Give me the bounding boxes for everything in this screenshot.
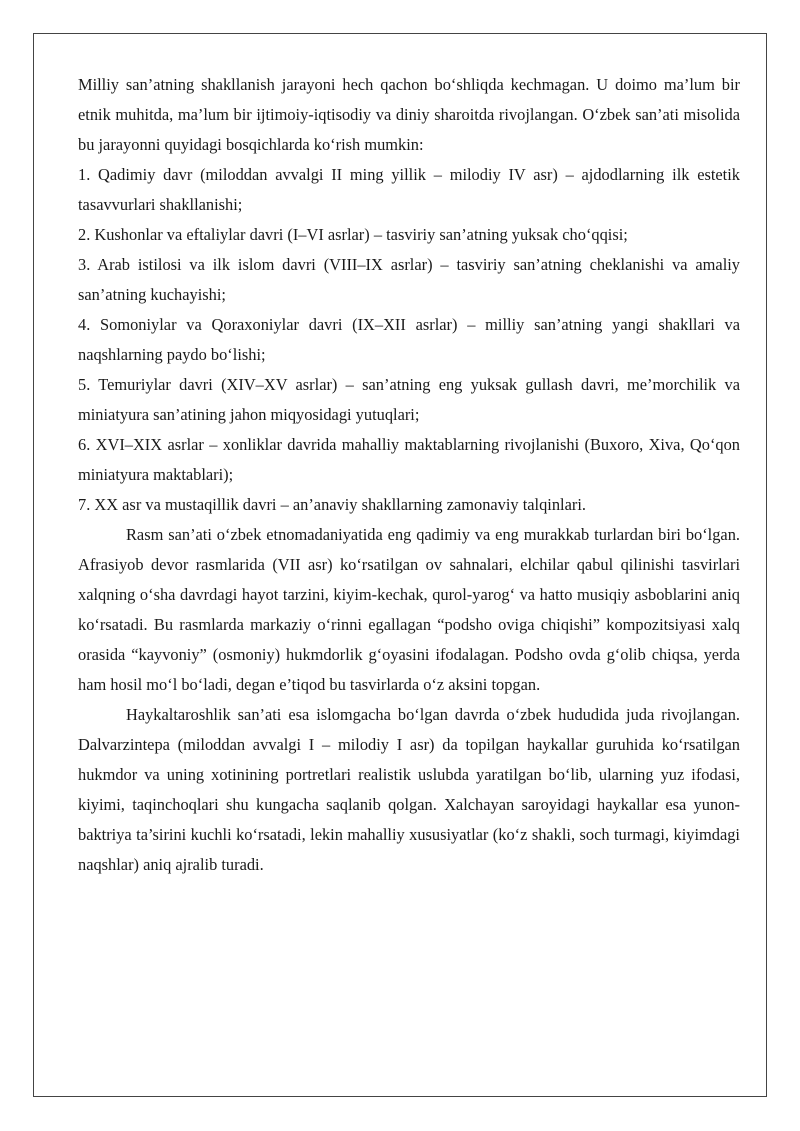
list-item-2: 2. Kushonlar va eftaliylar davri (I–VI asrlar) – tasviriy san’atning yuksak cho‘qqisi;	[78, 225, 628, 244]
sculpture-paragraph: Haykaltaroshlik san’ati esa islomgacha bo‘lgan davrda o‘zbek hududida juda rivojlangan. Dalvarzintepa (miloddan avvalgi I – milodiy I asr) da topilgan haykallar guruhida ko‘rsatilgan hukmdor va uning xotinining portretlari realistik uslubda yaratilgan bo‘lib, ularning yuz ifodasi, kiyimi, taqinchoqlari shu kungacha saqlanib qolgan. Xalchayan saroyidagi haykallar esa yunon-baktriya ta’sirini kuchli ko‘rsatadi, lekin mahalliy xususiyatlar (ko‘z shakli, soch turmagi, kiyimdagi naqshlar) aniq ajralib turadi.	[78, 705, 740, 874]
intro-paragraph: Milliy san’atning shakllanish jarayoni hech qachon bo‘shliqda kechmagan. U doimo ma’lum bir etnik muhitda, ma’lum bir ijtimoiy-iqtisodiy va diniy sharoitda rivojlangan. O‘zbek san’ati misolida bu jarayonni quyidagi bosqichlarda ko‘rish mumkin:	[78, 75, 740, 154]
list-item-4: 4. Somoniylar va Qoraxoniylar davri (IX–XII asrlar) – milliy san’atning yangi shakllari va naqshlarning paydo bo‘lishi;	[78, 315, 740, 364]
list-item-5: 5. Temuriylar davri (XIV–XV asrlar) – san’atning eng yuksak gullash davri, me’morchilik va miniatyura san’atining jahon miqyosidagi yutuqlari;	[78, 375, 740, 424]
document-body	[78, 70, 740, 880]
list-item-3: 3. Arab istilosi va ilk islom davri (VIII–IX asrlar) – tasviriy san’atning cheklanishi va amaliy san’atning kuchayishi;	[78, 255, 740, 304]
list-item-6: 6. XVI–XIX asrlar – xonliklar davrida mahalliy maktablarning rivojlanishi (Buxoro, Xiva, Qo‘qon miniatyura maktablari);	[78, 435, 740, 484]
painting-paragraph: Rasm san’ati o‘zbek etnomadaniyatida eng qadimiy va eng murakkab turlardan biri bo‘lgan. Afrasiyob devor rasmlarida (VII asr) ko‘rsatilgan ov sahnalari, elchilar qabul qilinishi tasvirlari xalqning o‘sha davrdagi hayot tarzini, kiyim-kechak, qurol-yarog‘ va hatto musiqiy asboblarini aniq ko‘rsatadi. Bu rasmlarda markaziy o‘rinni egallagan “podsho oviga chiqishi” kompozitsiyasi xalq orasida “kayvoniy” (osmoniy) hukmdorlik g‘oyasini ifodalagan. Podsho ovda g‘olib chiqsa, yerda ham hosil mo‘l bo‘ladi, degan e’tiqod bu tasvirlarda o‘z aksini topgan.	[78, 525, 740, 694]
list-item-7: 7. XX asr va mustaqillik davri – an’anaviy shakllarning zamonaviy talqinlari.	[78, 495, 586, 514]
list-item-1: 1. Qadimiy davr (miloddan avvalgi II ming yillik – milodiy IV asr) – ajdodlarning ilk estetik tasavvurlari shakllanishi;	[78, 165, 740, 214]
